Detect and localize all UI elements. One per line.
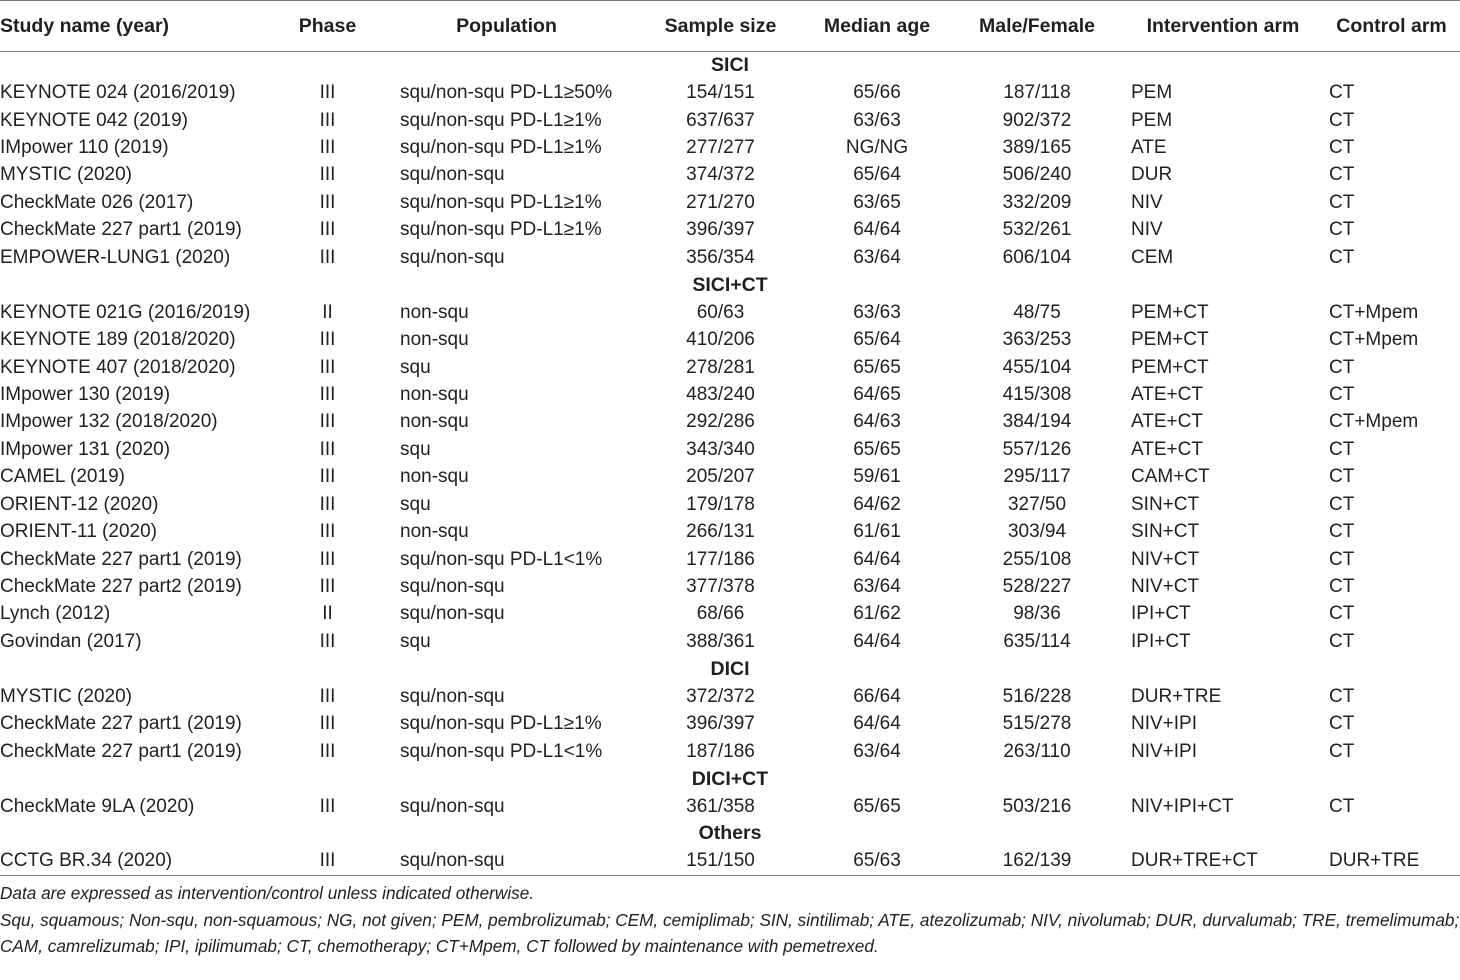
cell-median-age: 63/64	[853, 740, 901, 762]
cell-male-female: 327/50	[1007, 493, 1067, 515]
cell-control-arm: CT	[1329, 246, 1355, 268]
cell-male-female: 528/227	[1002, 576, 1072, 598]
cell-study-name: ORIENT-11 (2020)	[0, 521, 157, 543]
cell-population: squ/non-squ PD-L1≥1%	[400, 219, 602, 241]
cell-sample-size: 292/286	[686, 411, 755, 433]
table-row	[0, 354, 1460, 381]
group-row	[0, 656, 1460, 683]
cell-study-name: KEYNOTE 024 (2016/2019)	[0, 82, 236, 104]
table-row	[0, 464, 1460, 491]
cell-population: squ/non-squ	[400, 164, 505, 186]
cell-control-arm: CT	[1329, 438, 1355, 460]
cell-phase: II	[322, 603, 333, 625]
cell-male-female: 48/75	[1013, 301, 1061, 323]
cell-phase: III	[319, 493, 336, 515]
cell-population: non-squ	[400, 383, 469, 405]
cell-male-female: 98/36	[1013, 603, 1061, 625]
table-row	[0, 326, 1460, 353]
cell-study-name: KEYNOTE 407 (2018/2020)	[0, 356, 236, 378]
cell-study-name: IMpower 132 (2018/2020)	[0, 411, 218, 433]
table-row	[0, 162, 1460, 189]
cell-phase: III	[319, 630, 336, 652]
group-label: DICI+CT	[691, 767, 769, 790]
cell-sample-size: 637/637	[686, 109, 755, 131]
table-row	[0, 217, 1460, 244]
header-sample-size: Sample size	[638, 1, 803, 52]
cell-population: squ/non-squ	[375, 848, 638, 876]
cell-male-female: 263/110	[1003, 740, 1071, 762]
cell-study-name: IMpower 110 (2019)	[0, 137, 169, 159]
cell-male-female: 295/117	[1003, 466, 1071, 488]
cell-phase: III	[319, 411, 336, 433]
cell-sample-size: 179/178	[686, 493, 755, 515]
cell-control-arm: DUR+TRE	[1323, 848, 1460, 876]
cell-population: squ/non-squ PD-L1≥1%	[400, 191, 602, 213]
cell-sample-size: 271/270	[686, 191, 755, 213]
cell-phase: III	[319, 246, 336, 268]
cell-control-arm: CT	[1329, 713, 1355, 735]
cell-phase: III	[319, 548, 336, 570]
cell-population: squ	[400, 493, 431, 515]
table-row	[0, 107, 1460, 134]
group-row	[0, 52, 1460, 80]
cell-sample-size: 372/372	[686, 685, 755, 707]
cell-median-age: 64/62	[853, 493, 901, 515]
cell-intervention-arm: ATE	[1131, 137, 1167, 159]
cell-intervention-arm: PEM	[1131, 82, 1173, 104]
cell-male-female: 162/139	[951, 848, 1123, 876]
cell-male-female: 187/118	[1003, 82, 1071, 104]
cell-male-female: 455/104	[1002, 356, 1072, 378]
cell-control-arm: CT	[1329, 630, 1355, 652]
header-median-age: Median age	[803, 1, 951, 52]
cell-sample-size: 356/354	[686, 246, 755, 268]
cell-study-name: Lynch (2012)	[0, 603, 111, 625]
cell-control-arm: CT	[1329, 109, 1355, 131]
cell-study-name: MYSTIC (2020)	[0, 685, 132, 707]
cell-phase: III	[319, 713, 336, 735]
cell-male-female: 506/240	[1002, 164, 1072, 186]
cell-sample-size: 68/66	[696, 603, 745, 625]
cell-study-name: CAMEL (2019)	[0, 466, 125, 488]
cell-median-age: 66/64	[853, 685, 901, 707]
cell-population: non-squ	[400, 411, 469, 433]
cell-control-arm: CT	[1329, 795, 1355, 817]
cell-sample-size: 266/131	[686, 521, 755, 543]
cell-phase: III	[319, 383, 336, 405]
cell-control-arm: CT+Mpem	[1329, 329, 1419, 351]
cell-study-name: CheckMate 227 part1 (2019)	[0, 548, 242, 570]
cell-population: squ/non-squ	[400, 576, 505, 598]
cell-study-name: IMpower 130 (2019)	[0, 383, 171, 405]
table-row	[0, 738, 1460, 765]
cell-intervention-arm: PEM+CT	[1131, 356, 1209, 378]
cell-population: squ/non-squ PD-L1≥1%	[400, 713, 602, 735]
cell-phase: III	[280, 848, 375, 876]
cell-intervention-arm: NIV+CT	[1131, 576, 1200, 598]
cell-intervention-arm: CEM	[1131, 246, 1174, 268]
cell-study-name: CheckMate 9LA (2020)	[0, 795, 195, 817]
cell-male-female: 363/253	[1002, 329, 1072, 351]
cell-sample-size: 396/397	[686, 713, 755, 735]
cell-study-name: KEYNOTE 042 (2019)	[0, 109, 188, 131]
table-row	[0, 189, 1460, 216]
cell-population: squ/non-squ PD-L1≥1%	[400, 137, 602, 159]
table-row	[0, 79, 1460, 106]
cell-phase: III	[319, 82, 336, 104]
table-row	[0, 244, 1460, 271]
cell-male-female: 516/228	[1002, 685, 1072, 707]
cell-intervention-arm: PEM	[1131, 109, 1173, 131]
table-row	[0, 683, 1460, 710]
cell-control-arm: CT	[1329, 740, 1355, 762]
cell-study-name: CheckMate 227 part1 (2019)	[0, 713, 242, 735]
cell-control-arm: CT	[1329, 191, 1355, 213]
cell-intervention-arm: NIV+IPI+CT	[1131, 795, 1234, 817]
cell-population: squ	[400, 438, 431, 460]
table-row	[0, 573, 1460, 600]
cell-intervention-arm: CAM+CT	[1131, 466, 1210, 488]
table-header	[0, 1, 1460, 52]
header-male-female: Male/Female	[951, 1, 1123, 52]
cell-control-arm: CT	[1329, 82, 1355, 104]
group-row	[0, 272, 1460, 299]
cell-male-female: 557/126	[1002, 438, 1072, 460]
cell-control-arm: CT	[1329, 603, 1355, 625]
cell-intervention-arm: IPI+CT	[1131, 630, 1191, 652]
cell-median-age: 65/65	[853, 795, 901, 817]
group-label: SICI	[711, 54, 749, 77]
group-row	[0, 765, 1460, 792]
cell-phase: III	[319, 740, 336, 762]
cell-intervention-arm: IPI+CT	[1131, 603, 1191, 625]
table-footnotes	[0, 876, 1460, 960]
cell-study-name: CheckMate 026 (2017)	[0, 191, 194, 213]
cell-control-arm: CT	[1329, 576, 1355, 598]
cell-sample-size: 154/151	[686, 82, 755, 104]
cell-sample-size: 361/358	[686, 795, 755, 817]
cell-population: non-squ	[400, 521, 469, 543]
header-population: Population	[375, 1, 638, 52]
header-row	[0, 1, 1460, 52]
cell-population: squ/non-squ PD-L1<1%	[400, 740, 603, 762]
cell-control-arm: CT	[1329, 137, 1355, 159]
cell-control-arm: CT	[1329, 383, 1355, 405]
cell-population: non-squ	[400, 301, 469, 323]
cell-male-female: 384/194	[1002, 411, 1072, 433]
cell-median-age: 65/65	[853, 356, 901, 378]
cell-male-female: 902/372	[1002, 109, 1072, 131]
table-row	[0, 546, 1460, 573]
cell-phase: III	[319, 329, 336, 351]
cell-phase: III	[319, 685, 336, 707]
footnote-data-expression: Data are expressed as intervention/control unless indicated otherwise.	[0, 883, 535, 904]
cell-sample-size: 343/340	[686, 438, 755, 460]
table-row	[0, 848, 1460, 876]
cell-male-female: 606/104	[1002, 246, 1072, 268]
cell-sample-size: 277/277	[686, 137, 755, 159]
group-label: Others	[698, 822, 762, 845]
cell-control-arm: CT	[1329, 548, 1355, 570]
cell-study-name: EMPOWER-LUNG1 (2020)	[0, 246, 231, 268]
cell-median-age: 61/61	[853, 521, 901, 543]
cell-control-arm: CT	[1329, 164, 1355, 186]
cell-intervention-arm: SIN+CT	[1131, 493, 1200, 515]
header-control-arm: Control arm	[1323, 1, 1460, 52]
cell-intervention-arm: NIV	[1131, 219, 1163, 241]
cell-intervention-arm: NIV+IPI	[1131, 740, 1197, 762]
cell-population: squ	[400, 356, 431, 378]
cell-sample-size: 278/281	[686, 356, 755, 378]
cell-median-age: 59/61	[853, 466, 901, 488]
cell-sample-size: 187/186	[686, 740, 755, 762]
cell-median-age: 64/64	[853, 630, 901, 652]
cell-intervention-arm: NIV+CT	[1131, 548, 1200, 570]
cell-population: non-squ	[400, 329, 469, 351]
cell-study-name: Govindan (2017)	[0, 630, 142, 652]
cell-control-arm: CT	[1329, 493, 1355, 515]
table-row	[0, 436, 1460, 463]
cell-intervention-arm: PEM+CT	[1131, 329, 1209, 351]
cell-intervention-arm: DUR+TRE+CT	[1123, 848, 1323, 876]
cell-phase: III	[319, 191, 336, 213]
table-row	[0, 491, 1460, 518]
cell-study-name: CheckMate 227 part1 (2019)	[0, 219, 242, 241]
table-row	[0, 381, 1460, 408]
footnote-abbreviations: Squ, squamous; Non-squ, non-squamous; NG, not given; PEM, pembrolizumab; CEM, cemiplimab; SIN, sintilimab; ATE, atezolizumab; NIV, nivolumab; DUR, durvalumab; TRE, tremelimumab; CAM, camrelizumab; IPI, ipilimumab; CT, chemotherapy; CT+Mpem, CT followed by maintenance with pemetrexed.	[0, 909, 1460, 957]
cell-median-age: 63/65	[853, 191, 901, 213]
cell-population: squ/non-squ	[400, 685, 505, 707]
cell-median-age: 61/62	[853, 603, 901, 625]
cell-sample-size: 205/207	[686, 466, 755, 488]
cell-median-age: 64/65	[853, 383, 901, 405]
header-study-name: Study name (year)	[0, 1, 280, 52]
cell-population: squ/non-squ PD-L1≥1%	[400, 109, 602, 131]
cell-intervention-arm: ATE+CT	[1131, 411, 1203, 433]
cell-median-age: 64/64	[853, 548, 901, 570]
cell-intervention-arm: SIN+CT	[1131, 521, 1200, 543]
cell-median-age: 65/64	[853, 164, 901, 186]
cell-sample-size: 388/361	[686, 630, 755, 652]
table-body	[0, 52, 1460, 876]
cell-phase: III	[319, 356, 336, 378]
cell-control-arm: CT	[1329, 356, 1355, 378]
cell-population: squ/non-squ PD-L1≥50%	[400, 82, 613, 104]
cell-population: non-squ	[400, 466, 469, 488]
cell-male-female: 255/108	[1002, 548, 1072, 570]
cell-male-female: 515/278	[1002, 713, 1072, 735]
cell-phase: III	[319, 521, 336, 543]
cell-male-female: 389/165	[1002, 137, 1072, 159]
cell-male-female: 303/94	[1007, 521, 1067, 543]
cell-intervention-arm: NIV	[1131, 191, 1163, 213]
group-row	[0, 820, 1460, 847]
cell-population: squ/non-squ PD-L1<1%	[400, 548, 603, 570]
cell-median-age: 64/64	[853, 713, 901, 735]
cell-control-arm: CT	[1329, 521, 1355, 543]
cell-sample-size: 151/150	[638, 848, 803, 876]
cell-sample-size: 396/397	[686, 219, 755, 241]
cell-median-age: 64/64	[853, 219, 901, 241]
table-row	[0, 601, 1460, 628]
cell-sample-size: 60/63	[696, 301, 745, 323]
table-row	[0, 711, 1460, 738]
group-label: DICI	[710, 657, 750, 680]
cell-male-female: 332/209	[1002, 191, 1072, 213]
cell-intervention-arm: PEM+CT	[1131, 301, 1209, 323]
cell-phase: III	[319, 795, 336, 817]
cell-phase: III	[319, 109, 336, 131]
cell-control-arm: CT+Mpem	[1329, 411, 1419, 433]
cell-population: squ/non-squ	[400, 795, 505, 817]
cell-male-female: 415/308	[1002, 383, 1072, 405]
cell-median-age: NG/NG	[845, 137, 909, 159]
cell-median-age: 63/64	[853, 246, 901, 268]
cell-phase: III	[319, 137, 336, 159]
cell-intervention-arm: NIV+IPI	[1131, 713, 1197, 735]
cell-study-name: KEYNOTE 189 (2018/2020)	[0, 329, 236, 351]
cell-control-arm: CT+Mpem	[1329, 301, 1419, 323]
cell-study-name: CCTG BR.34 (2020)	[0, 848, 280, 876]
table-row	[0, 134, 1460, 161]
cell-control-arm: CT	[1329, 466, 1355, 488]
cell-median-age: 65/65	[853, 438, 901, 460]
cell-population: squ/non-squ	[400, 603, 505, 625]
cell-male-female: 532/261	[1002, 219, 1072, 241]
cell-male-female: 503/216	[1002, 795, 1072, 817]
table-row	[0, 628, 1460, 655]
cell-phase: III	[319, 466, 336, 488]
table-row	[0, 409, 1460, 436]
cell-population: squ/non-squ	[400, 246, 505, 268]
cell-phase: II	[322, 301, 333, 323]
cell-sample-size: 177/186	[686, 548, 755, 570]
cell-intervention-arm: ATE+CT	[1131, 383, 1203, 405]
cell-median-age: 65/66	[853, 82, 901, 104]
cell-phase: III	[319, 576, 336, 598]
cell-study-name: IMpower 131 (2020)	[0, 438, 171, 460]
cell-median-age: 63/63	[853, 109, 901, 131]
cell-phase: III	[319, 438, 336, 460]
cell-study-name: CheckMate 227 part2 (2019)	[0, 576, 242, 598]
cell-median-age: 63/63	[853, 301, 901, 323]
cell-study-name: KEYNOTE 021G (2016/2019)	[0, 301, 251, 323]
header-phase: Phase	[280, 1, 375, 52]
cell-median-age: 65/63	[803, 848, 951, 876]
cell-study-name: ORIENT-12 (2020)	[0, 493, 159, 515]
cell-study-name: CheckMate 227 part1 (2019)	[0, 740, 242, 762]
cell-control-arm: CT	[1329, 685, 1355, 707]
cell-sample-size: 410/206	[686, 329, 755, 351]
cell-male-female: 635/114	[1003, 630, 1071, 652]
cell-median-age: 65/64	[853, 329, 901, 351]
cell-sample-size: 374/372	[686, 164, 755, 186]
cell-study-name: MYSTIC (2020)	[0, 164, 132, 186]
cell-control-arm: CT	[1329, 219, 1355, 241]
table-row	[0, 793, 1460, 820]
cell-intervention-arm: DUR	[1131, 164, 1173, 186]
table-row	[0, 518, 1460, 545]
cell-phase: III	[319, 219, 336, 241]
cell-intervention-arm: ATE+CT	[1131, 438, 1203, 460]
cell-median-age: 63/64	[853, 576, 901, 598]
cell-median-age: 64/63	[853, 411, 901, 433]
cell-sample-size: 377/378	[686, 576, 755, 598]
table-row	[0, 299, 1460, 326]
cell-population: squ	[400, 630, 431, 652]
cell-sample-size: 483/240	[686, 383, 755, 405]
header-intervention-arm: Intervention arm	[1123, 1, 1323, 52]
cell-intervention-arm: DUR+TRE	[1131, 685, 1222, 707]
cell-phase: III	[319, 164, 336, 186]
group-label: SICI+CT	[692, 273, 768, 296]
